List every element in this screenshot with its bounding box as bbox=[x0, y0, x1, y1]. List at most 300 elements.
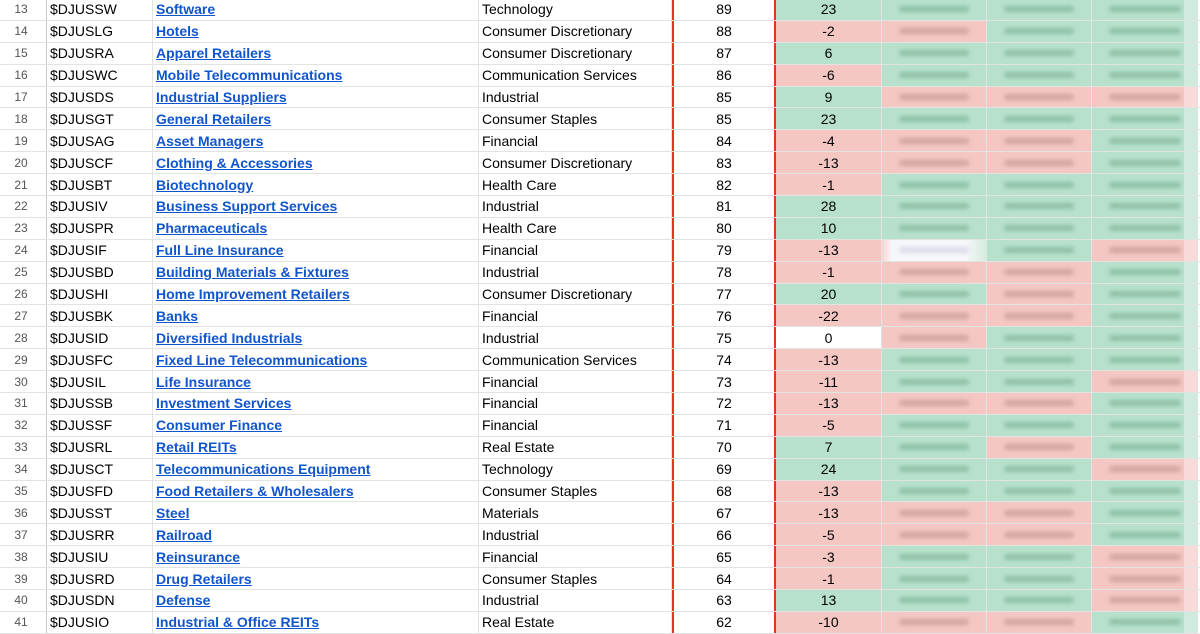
change-cell[interactable]: 28 bbox=[776, 196, 882, 217]
industry-name-cell[interactable] bbox=[153, 437, 479, 458]
redacted-cell-1[interactable] bbox=[882, 393, 987, 414]
sector-cell[interactable]: Industrial bbox=[479, 524, 672, 545]
score-cell[interactable]: 87 bbox=[672, 43, 776, 64]
redacted-cell-1[interactable] bbox=[882, 327, 987, 348]
redacted-cell-1[interactable] bbox=[882, 481, 987, 502]
sector-cell[interactable]: Materials bbox=[479, 502, 672, 523]
redacted-cell-3[interactable] bbox=[1092, 240, 1198, 261]
row-number[interactable]: 25 bbox=[0, 262, 47, 283]
row-number[interactable]: 31 bbox=[0, 393, 47, 414]
redacted-value bbox=[899, 335, 970, 341]
redacted-cell-2[interactable] bbox=[987, 43, 1092, 64]
change-cell[interactable]: -5 bbox=[776, 415, 882, 436]
ticker-cell[interactable]: $DJUSLG bbox=[47, 21, 153, 42]
redacted-cell-2[interactable] bbox=[987, 393, 1092, 414]
redacted-cell-3[interactable] bbox=[1092, 327, 1198, 348]
row-number[interactable]: 37 bbox=[0, 524, 47, 545]
redacted-cell-3[interactable] bbox=[1092, 546, 1198, 567]
ticker-cell[interactable]: $DJUSPR bbox=[47, 218, 153, 239]
change-cell[interactable]: 24 bbox=[776, 459, 882, 480]
redacted-cell-1[interactable] bbox=[882, 240, 987, 261]
change-cell[interactable]: -5 bbox=[776, 524, 882, 545]
sector-cell[interactable]: Financial bbox=[479, 240, 672, 261]
row-number[interactable]: 40 bbox=[0, 590, 47, 611]
industry-link[interactable]: General Retailers bbox=[156, 110, 272, 127]
row-number[interactable]: 39 bbox=[0, 568, 47, 589]
redacted-cell-2[interactable] bbox=[987, 481, 1092, 502]
sector-cell[interactable]: Technology bbox=[479, 459, 672, 480]
industry-name-cell[interactable] bbox=[153, 87, 479, 108]
ticker-cell[interactable]: $DJUSIV bbox=[47, 196, 153, 217]
row-number[interactable]: 23 bbox=[0, 218, 47, 239]
industry-name-cell[interactable] bbox=[153, 415, 479, 436]
industry-name-cell[interactable] bbox=[153, 524, 479, 545]
redacted-cell-1[interactable] bbox=[882, 524, 987, 545]
ticker-cell[interactable]: $DJUSGT bbox=[47, 108, 153, 129]
change-cell[interactable]: 13 bbox=[776, 590, 882, 611]
redacted-value bbox=[1004, 203, 1075, 209]
ticker-cell[interactable]: $DJUSBK bbox=[47, 305, 153, 326]
redacted-cell-1[interactable] bbox=[882, 568, 987, 589]
redacted-cell-2[interactable] bbox=[987, 327, 1092, 348]
redacted-cell-3[interactable] bbox=[1092, 284, 1198, 305]
redacted-cell-2[interactable] bbox=[987, 305, 1092, 326]
industry-link[interactable]: Food Retailers & Wholesalers bbox=[156, 483, 354, 500]
redacted-cell-2[interactable] bbox=[987, 590, 1092, 611]
industry-name-cell[interactable] bbox=[153, 327, 479, 348]
redacted-cell-3[interactable] bbox=[1092, 218, 1198, 239]
redacted-cell-3[interactable] bbox=[1092, 43, 1198, 64]
redacted-cell-2[interactable] bbox=[987, 546, 1092, 567]
ticker-cell[interactable]: $DJUSSB bbox=[47, 393, 153, 414]
row-number[interactable]: 30 bbox=[0, 371, 47, 392]
change-cell[interactable]: -10 bbox=[776, 612, 882, 633]
ticker-cell[interactable]: $DJUSIU bbox=[47, 546, 153, 567]
industry-name-cell[interactable] bbox=[153, 65, 479, 86]
industry-name-cell[interactable] bbox=[153, 152, 479, 173]
redacted-cell-2[interactable] bbox=[987, 240, 1092, 261]
redacted-cell-2[interactable] bbox=[987, 65, 1092, 86]
sector-cell[interactable]: Consumer Staples bbox=[479, 481, 672, 502]
score-cell[interactable]: 84 bbox=[672, 130, 776, 151]
sector-cell[interactable]: Financial bbox=[479, 393, 672, 414]
score-cell[interactable]: 81 bbox=[672, 196, 776, 217]
industry-link[interactable]: Retail REITs bbox=[156, 439, 237, 456]
ticker-cell[interactable]: $DJUSST bbox=[47, 502, 153, 523]
industry-link[interactable]: Biotechnology bbox=[156, 176, 254, 193]
industry-link[interactable]: Apparel Retailers bbox=[156, 45, 272, 62]
redacted-cell-3[interactable] bbox=[1092, 568, 1198, 589]
industry-link[interactable]: Business Support Services bbox=[156, 198, 338, 215]
redacted-cell-2[interactable] bbox=[987, 152, 1092, 173]
sector-cell[interactable]: Financial bbox=[479, 130, 672, 151]
redacted-cell-1[interactable] bbox=[882, 174, 987, 195]
ticker-cell[interactable]: $DJUSRL bbox=[47, 437, 153, 458]
sector-cell[interactable]: Consumer Discretionary bbox=[479, 152, 672, 173]
industry-name-cell[interactable] bbox=[153, 130, 479, 151]
redacted-value bbox=[1109, 50, 1181, 56]
sector-cell[interactable]: Real Estate bbox=[479, 437, 672, 458]
sector-cell[interactable]: Consumer Discretionary bbox=[479, 21, 672, 42]
row-number[interactable]: 27 bbox=[0, 305, 47, 326]
row-number[interactable]: 22 bbox=[0, 196, 47, 217]
ticker-cell[interactable]: $DJUSHI bbox=[47, 284, 153, 305]
row-number[interactable]: 18 bbox=[0, 108, 47, 129]
sector-cell[interactable]: Industrial bbox=[479, 87, 672, 108]
table-row bbox=[0, 590, 1200, 612]
redacted-cell-3[interactable] bbox=[1092, 349, 1198, 370]
ticker-cell[interactable]: $DJUSWC bbox=[47, 65, 153, 86]
redacted-cell-1[interactable] bbox=[882, 284, 987, 305]
change-cell[interactable]: -1 bbox=[776, 174, 882, 195]
industry-name-cell[interactable] bbox=[153, 502, 479, 523]
row-number[interactable]: 13 bbox=[0, 0, 47, 20]
sector-cell[interactable]: Industrial bbox=[479, 327, 672, 348]
row-number[interactable]: 29 bbox=[0, 349, 47, 370]
row-number[interactable]: 15 bbox=[0, 43, 47, 64]
change-cell[interactable]: -3 bbox=[776, 546, 882, 567]
redacted-cell-3[interactable] bbox=[1092, 481, 1198, 502]
table-row bbox=[0, 130, 1200, 152]
score-cell[interactable]: 69 bbox=[672, 459, 776, 480]
redacted-value bbox=[1004, 357, 1075, 363]
redacted-cell-3[interactable] bbox=[1092, 196, 1198, 217]
industry-name-cell[interactable] bbox=[153, 590, 479, 611]
industry-link[interactable]: Clothing & Accessories bbox=[156, 154, 313, 171]
redacted-cell-2[interactable] bbox=[987, 437, 1092, 458]
row-number[interactable]: 14 bbox=[0, 21, 47, 42]
industry-link[interactable]: Full Line Insurance bbox=[156, 242, 284, 259]
redacted-cell-3[interactable] bbox=[1092, 371, 1198, 392]
industry-link[interactable]: Railroad bbox=[156, 526, 213, 543]
redacted-cell-2[interactable] bbox=[987, 284, 1092, 305]
score-cell[interactable]: 72 bbox=[672, 393, 776, 414]
sector-cell[interactable]: Communication Services bbox=[479, 65, 672, 86]
change-cell[interactable]: 6 bbox=[776, 43, 882, 64]
row-number[interactable]: 33 bbox=[0, 437, 47, 458]
ticker-cell[interactable]: $DJUSRR bbox=[47, 524, 153, 545]
sector-cell[interactable]: Financial bbox=[479, 415, 672, 436]
sector-cell[interactable]: Financial bbox=[479, 371, 672, 392]
ticker-cell[interactable]: $DJUSIF bbox=[47, 240, 153, 261]
score-cell[interactable]: 79 bbox=[672, 240, 776, 261]
redacted-cell-3[interactable] bbox=[1092, 21, 1198, 42]
redacted-cell-1[interactable] bbox=[882, 218, 987, 239]
industry-link[interactable]: Mobile Telecommunications bbox=[156, 67, 343, 84]
change-cell[interactable]: -13 bbox=[776, 152, 882, 173]
score-cell[interactable]: 75 bbox=[672, 327, 776, 348]
redacted-cell-1[interactable] bbox=[882, 546, 987, 567]
ticker-cell[interactable]: $DJUSFC bbox=[47, 349, 153, 370]
row-number[interactable]: 16 bbox=[0, 65, 47, 86]
industry-link[interactable]: Building Materials & Fixtures bbox=[156, 264, 349, 281]
change-cell[interactable]: -11 bbox=[776, 371, 882, 392]
ticker-cell[interactable]: $DJUSSW bbox=[47, 0, 153, 20]
score-cell[interactable]: 66 bbox=[672, 524, 776, 545]
industry-link[interactable]: Investment Services bbox=[156, 395, 292, 412]
row-number[interactable]: 41 bbox=[0, 612, 47, 633]
industry-name-cell[interactable] bbox=[153, 240, 479, 261]
change-cell[interactable]: -1 bbox=[776, 262, 882, 283]
sector-cell[interactable]: Technology bbox=[479, 0, 672, 20]
redacted-cell-3[interactable] bbox=[1092, 174, 1198, 195]
change-cell[interactable]: -6 bbox=[776, 65, 882, 86]
industry-name-cell[interactable] bbox=[153, 108, 479, 129]
score-cell[interactable]: 74 bbox=[672, 349, 776, 370]
change-cell[interactable]: -13 bbox=[776, 349, 882, 370]
redacted-cell-2[interactable] bbox=[987, 371, 1092, 392]
sector-cell[interactable]: Consumer Staples bbox=[479, 108, 672, 129]
row-number[interactable]: 28 bbox=[0, 327, 47, 348]
industry-name-cell[interactable] bbox=[153, 21, 479, 42]
industry-name-cell[interactable] bbox=[153, 568, 479, 589]
redacted-cell-1[interactable] bbox=[882, 87, 987, 108]
redacted-cell-2[interactable] bbox=[987, 218, 1092, 239]
redacted-cell-2[interactable] bbox=[987, 87, 1092, 108]
ticker-cell[interactable]: $DJUSRD bbox=[47, 568, 153, 589]
redacted-cell-2[interactable] bbox=[987, 524, 1092, 545]
redacted-cell-1[interactable] bbox=[882, 502, 987, 523]
redacted-cell-2[interactable] bbox=[987, 130, 1092, 151]
row-number[interactable]: 17 bbox=[0, 87, 47, 108]
table-row bbox=[0, 415, 1200, 437]
redacted-cell-1[interactable] bbox=[882, 196, 987, 217]
sector-cell[interactable]: Financial bbox=[479, 546, 672, 567]
change-cell[interactable]: 23 bbox=[776, 0, 882, 20]
redacted-cell-2[interactable] bbox=[987, 415, 1092, 436]
row-number[interactable]: 26 bbox=[0, 284, 47, 305]
change-cell[interactable]: -22 bbox=[776, 305, 882, 326]
redacted-cell-1[interactable] bbox=[882, 130, 987, 151]
industry-link[interactable]: Software bbox=[156, 1, 216, 18]
industry-name-cell[interactable] bbox=[153, 43, 479, 64]
change-cell[interactable]: -13 bbox=[776, 240, 882, 261]
change-cell[interactable]: 23 bbox=[776, 108, 882, 129]
industry-link[interactable]: Drug Retailers bbox=[156, 570, 252, 587]
redacted-cell-3[interactable] bbox=[1092, 262, 1198, 283]
ticker-cell[interactable]: $DJUSIO bbox=[47, 612, 153, 633]
change-cell[interactable]: -13 bbox=[776, 481, 882, 502]
sector-cell[interactable]: Industrial bbox=[479, 590, 672, 611]
score-cell[interactable]: 85 bbox=[672, 108, 776, 129]
redacted-cell-3[interactable] bbox=[1092, 590, 1198, 611]
score-cell[interactable]: 73 bbox=[672, 371, 776, 392]
row-number[interactable]: 35 bbox=[0, 481, 47, 502]
redacted-value bbox=[899, 379, 970, 385]
industry-link[interactable]: Defense bbox=[156, 592, 211, 609]
change-cell[interactable]: 7 bbox=[776, 437, 882, 458]
redacted-cell-1[interactable] bbox=[882, 305, 987, 326]
score-cell[interactable]: 89 bbox=[672, 0, 776, 20]
ticker-cell[interactable]: $DJUSFD bbox=[47, 481, 153, 502]
row-number[interactable]: 24 bbox=[0, 240, 47, 261]
industry-link[interactable]: Hotels bbox=[156, 23, 199, 40]
redacted-cell-2[interactable] bbox=[987, 21, 1092, 42]
score-cell[interactable]: 71 bbox=[672, 415, 776, 436]
score-cell[interactable]: 82 bbox=[672, 174, 776, 195]
redacted-cell-2[interactable] bbox=[987, 349, 1092, 370]
redacted-cell-1[interactable] bbox=[882, 262, 987, 283]
score-cell[interactable]: 88 bbox=[672, 21, 776, 42]
redacted-cell-1[interactable] bbox=[882, 65, 987, 86]
ticker-cell[interactable]: $DJUSRA bbox=[47, 43, 153, 64]
sector-cell[interactable]: Consumer Discretionary bbox=[479, 43, 672, 64]
redacted-cell-3[interactable] bbox=[1092, 65, 1198, 86]
redacted-value bbox=[899, 6, 970, 12]
row-number[interactable]: 19 bbox=[0, 130, 47, 151]
ticker-cell[interactable]: $DJUSDN bbox=[47, 590, 153, 611]
industry-name-cell[interactable] bbox=[153, 284, 479, 305]
sector-cell[interactable]: Communication Services bbox=[479, 349, 672, 370]
industry-link[interactable]: Steel bbox=[156, 504, 190, 521]
ticker-cell[interactable]: $DJUSAG bbox=[47, 130, 153, 151]
industry-link[interactable]: Industrial Suppliers bbox=[156, 89, 287, 105]
sector-cell[interactable]: Industrial bbox=[479, 262, 672, 283]
sector-cell[interactable]: Industrial bbox=[479, 196, 672, 217]
score-cell[interactable]: 85 bbox=[672, 87, 776, 108]
change-cell[interactable]: -4 bbox=[776, 130, 882, 151]
ticker-cell[interactable]: $DJUSIL bbox=[47, 371, 153, 392]
industry-name-cell[interactable] bbox=[153, 262, 479, 283]
redacted-cell-1[interactable] bbox=[882, 0, 987, 20]
ticker-cell[interactable]: $DJUSBT bbox=[47, 174, 153, 195]
industry-link[interactable]: Home Improvement Retailers bbox=[156, 286, 350, 303]
change-cell[interactable]: 10 bbox=[776, 218, 882, 239]
redacted-cell-3[interactable] bbox=[1092, 305, 1198, 326]
score-cell[interactable]: 63 bbox=[672, 590, 776, 611]
ticker-cell[interactable]: $DJUSCT bbox=[47, 459, 153, 480]
redacted-cell-1[interactable] bbox=[882, 349, 987, 370]
sector-cell[interactable]: Financial bbox=[479, 305, 672, 326]
table-row bbox=[0, 327, 1200, 349]
industry-name-cell[interactable] bbox=[153, 349, 479, 370]
score-cell[interactable]: 64 bbox=[672, 568, 776, 589]
ticker-cell[interactable]: $DJUSCF bbox=[47, 152, 153, 173]
row-number[interactable]: 32 bbox=[0, 415, 47, 436]
redacted-value bbox=[1109, 28, 1181, 34]
redacted-cell-1[interactable] bbox=[882, 459, 987, 480]
redacted-cell-3[interactable] bbox=[1092, 130, 1198, 151]
industry-name-cell[interactable] bbox=[153, 459, 479, 480]
redacted-cell-3[interactable] bbox=[1092, 415, 1198, 436]
industry-name-cell[interactable] bbox=[153, 218, 479, 239]
edge-fade bbox=[1184, 481, 1198, 502]
sector-cell[interactable]: Consumer Discretionary bbox=[479, 284, 672, 305]
industry-name-cell[interactable] bbox=[153, 305, 479, 326]
industry-name-cell[interactable] bbox=[153, 196, 479, 217]
redacted-cell-2[interactable] bbox=[987, 568, 1092, 589]
industry-link[interactable]: Telecommunications Equipment bbox=[156, 461, 371, 478]
change-cell[interactable]: -13 bbox=[776, 393, 882, 414]
score-cell[interactable]: 62 bbox=[672, 612, 776, 633]
redacted-cell-1[interactable] bbox=[882, 152, 987, 173]
redacted-cell-1[interactable] bbox=[882, 371, 987, 392]
industry-link[interactable]: Industrial & Office REITs bbox=[156, 614, 320, 631]
score-cell[interactable]: 77 bbox=[672, 284, 776, 305]
sector-cell[interactable]: Health Care bbox=[479, 218, 672, 239]
change-cell[interactable]: 9 bbox=[776, 87, 882, 108]
score-cell[interactable]: 78 bbox=[672, 262, 776, 283]
score-cell[interactable]: 70 bbox=[672, 437, 776, 458]
ticker-cell[interactable]: $DJUSID bbox=[47, 327, 153, 348]
redacted-cell-3[interactable] bbox=[1092, 459, 1198, 480]
change-cell[interactable]: -13 bbox=[776, 502, 882, 523]
redacted-cell-3[interactable] bbox=[1092, 437, 1198, 458]
industry-link[interactable]: Diversified Industrials bbox=[156, 329, 303, 346]
industry-name-cell[interactable] bbox=[153, 0, 479, 20]
industry-link[interactable]: Pharmaceuticals bbox=[156, 220, 268, 237]
industry-link[interactable]: Life Insurance bbox=[156, 373, 251, 390]
change-cell[interactable]: -1 bbox=[776, 568, 882, 589]
row-number[interactable]: 38 bbox=[0, 546, 47, 567]
redacted-cell-3[interactable] bbox=[1092, 87, 1198, 108]
ticker-cell[interactable]: $DJUSSF bbox=[47, 415, 153, 436]
redacted-cell-2[interactable] bbox=[987, 502, 1092, 523]
industry-link[interactable]: Asset Managers bbox=[156, 132, 264, 149]
sector-cell[interactable]: Real Estate bbox=[479, 612, 672, 633]
industry-link[interactable]: Banks bbox=[156, 307, 199, 324]
redacted-cell-2[interactable] bbox=[987, 459, 1092, 480]
redacted-cell-3[interactable] bbox=[1092, 0, 1198, 20]
industry-name-cell[interactable] bbox=[153, 481, 479, 502]
change-cell[interactable]: 20 bbox=[776, 284, 882, 305]
score-cell[interactable]: 80 bbox=[672, 218, 776, 239]
score-cell[interactable]: 65 bbox=[672, 546, 776, 567]
redacted-cell-1[interactable] bbox=[882, 43, 987, 64]
score-cell[interactable]: 68 bbox=[672, 481, 776, 502]
redacted-cell-3[interactable] bbox=[1092, 393, 1198, 414]
ticker-cell[interactable]: $DJUSDS bbox=[47, 87, 153, 108]
redacted-cell-1[interactable] bbox=[882, 108, 987, 129]
redacted-cell-3[interactable] bbox=[1092, 108, 1198, 129]
row-number[interactable]: 34 bbox=[0, 459, 47, 480]
redacted-cell-3[interactable] bbox=[1092, 152, 1198, 173]
redacted-cell-3[interactable] bbox=[1092, 524, 1198, 545]
sector-cell[interactable]: Health Care bbox=[479, 174, 672, 195]
change-cell[interactable]: 0 bbox=[776, 327, 882, 348]
redacted-cell-1[interactable] bbox=[882, 437, 987, 458]
industry-name-cell[interactable] bbox=[153, 174, 479, 195]
sector-cell[interactable]: Consumer Staples bbox=[479, 568, 672, 589]
score-cell[interactable]: 86 bbox=[672, 65, 776, 86]
industry-link[interactable]: Consumer Finance bbox=[156, 417, 283, 434]
row-number[interactable]: 20 bbox=[0, 152, 47, 173]
redacted-value bbox=[899, 116, 970, 122]
row-number[interactable]: 21 bbox=[0, 174, 47, 195]
industry-name-cell[interactable] bbox=[153, 546, 479, 567]
redacted-cell-3[interactable] bbox=[1092, 502, 1198, 523]
redacted-cell-2[interactable] bbox=[987, 196, 1092, 217]
score-cell[interactable]: 83 bbox=[672, 152, 776, 173]
row-number[interactable]: 36 bbox=[0, 502, 47, 523]
industry-name-cell[interactable] bbox=[153, 393, 479, 414]
redacted-cell-2[interactable] bbox=[987, 174, 1092, 195]
redacted-cell-1[interactable] bbox=[882, 590, 987, 611]
redacted-cell-2[interactable] bbox=[987, 0, 1092, 20]
industry-name-cell[interactable] bbox=[153, 371, 479, 392]
redacted-cell-2[interactable] bbox=[987, 262, 1092, 283]
ticker-cell[interactable]: $DJUSBD bbox=[47, 262, 153, 283]
redacted-cell-1[interactable] bbox=[882, 21, 987, 42]
score-cell[interactable]: 67 bbox=[672, 502, 776, 523]
industry-link[interactable]: Reinsurance bbox=[156, 548, 241, 565]
score-cell[interactable]: 76 bbox=[672, 305, 776, 326]
redacted-cell-1[interactable] bbox=[882, 415, 987, 436]
redacted-value bbox=[899, 203, 970, 209]
change-cell[interactable]: -2 bbox=[776, 21, 882, 42]
industry-link[interactable]: Fixed Line Telecommunications bbox=[156, 351, 368, 368]
redacted-cell-2[interactable] bbox=[987, 108, 1092, 129]
